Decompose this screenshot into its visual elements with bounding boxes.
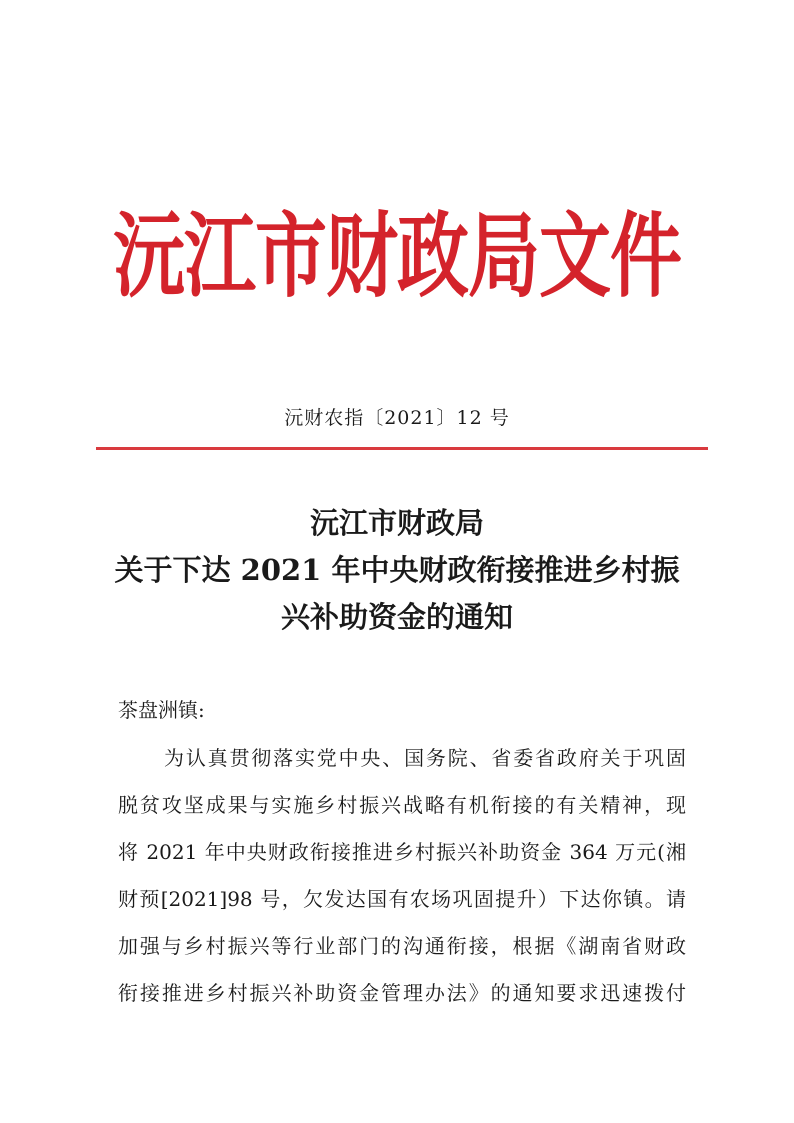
addressee: 茶盘洲镇: bbox=[118, 698, 205, 722]
body-line: 将 2021 年中央财政衔接推进乡村振兴补助资金 364 万元(湘 bbox=[118, 840, 686, 864]
document-title bbox=[80, 500, 714, 641]
body-line: 为认真贯彻落实党中央、国务院、省委省政府关于巩固 bbox=[164, 746, 686, 770]
body-paragraph bbox=[118, 735, 686, 1017]
body-line: 脱贫攻坚成果与实施乡村振兴战略有机衔接的有关精神，现 bbox=[118, 793, 686, 817]
body-line: 财预[2021]98 号，欠发达国有农场巩固提升）下达你镇。请 bbox=[118, 887, 686, 911]
document-masthead: 沅江市财政局文件 bbox=[112, 201, 681, 310]
title-line: 关于下达 2021 年中央财政衔接推进乡村振 bbox=[114, 553, 680, 587]
document-number: 沅财农指〔2021〕12 号 bbox=[284, 407, 510, 429]
title-line: 沅江市财政局 bbox=[309, 506, 484, 540]
body-line: 衔接推进乡村振兴补助资金管理办法》的通知要求迅速拨付 bbox=[118, 981, 686, 1005]
red-divider-rule bbox=[96, 447, 708, 450]
body-line: 加强与乡村振兴等行业部门的沟通衔接，根据《湖南省财政 bbox=[118, 934, 686, 958]
title-line: 兴补助资金的通知 bbox=[280, 600, 513, 634]
